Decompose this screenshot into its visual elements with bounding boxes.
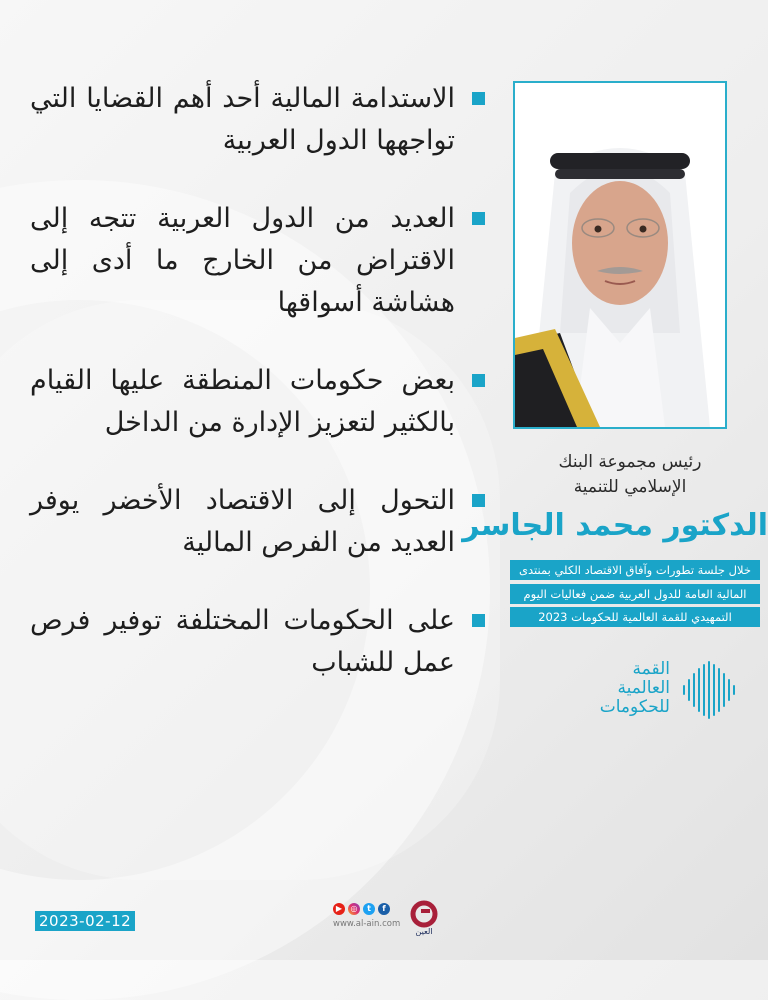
- summit-logo-line3: للحكومات: [599, 697, 670, 717]
- publish-date: 2023-02-12: [35, 911, 135, 931]
- quote-item: [30, 600, 485, 684]
- quote-text: العديد من الدول العربية تتجه إلى الاقتراض من الخارج ما أدى إلى هشاشة أسواقها: [30, 203, 455, 318]
- quote-item: [30, 480, 485, 564]
- world-government-summit-logo: [510, 660, 740, 720]
- social-icons: [333, 903, 390, 915]
- quote-item: [30, 360, 485, 444]
- context-band-3: التمهيدي للقمة العالمية للحكومات 2023: [510, 607, 760, 627]
- quote-text: الاستدامة المالية أحد أهم القضايا التي تواجهها الدول العربية: [30, 83, 455, 156]
- speaker-portrait: [513, 81, 727, 429]
- facebook-icon[interactable]: f: [378, 903, 390, 915]
- brand-footer: [330, 898, 455, 938]
- bullet-square-icon: [472, 212, 485, 225]
- bullet-square-icon: [472, 92, 485, 105]
- svg-text:العين: العين: [415, 927, 433, 936]
- quote-item: [30, 78, 485, 162]
- quote-text: التحول إلى الاقتصاد الأخضر يوفر العديد من الفرص المالية: [30, 485, 455, 558]
- quote-text: على الحكومات المختلفة توفير فرص عمل للشباب: [30, 605, 455, 678]
- al-ain-logo-icon: [408, 900, 440, 936]
- portrait-illustration: [515, 83, 725, 427]
- quote-item: [30, 198, 485, 324]
- speaker-title-line2: الإسلامي للتنمية: [573, 477, 687, 497]
- speaker-title-line1: رئيس مجموعة البنك: [558, 452, 702, 472]
- twitter-icon[interactable]: t: [363, 903, 375, 915]
- quotes-list: [30, 78, 485, 720]
- summit-logo-line2: العالمية: [617, 678, 670, 698]
- context-band-1: خلال جلسة تطورات وآفاق الاقتصاد الكلي بمنتدى: [510, 560, 760, 580]
- quote-text: بعض حكومات المنطقة عليها القيام بالكثير لتعزيز الإدارة من الداخل: [30, 365, 455, 438]
- speaker-name: الدكتور محمد الجاسر: [462, 508, 768, 543]
- summit-emblem-icon: [680, 660, 740, 720]
- bullet-square-icon: [472, 494, 485, 507]
- summit-logo-line1: القمة: [632, 659, 670, 679]
- context-band-2: المالية العامة للدول العربية ضمن فعاليات اليوم: [510, 584, 760, 604]
- website-link[interactable]: www.al-ain.com: [333, 919, 401, 929]
- youtube-icon[interactable]: ▶: [333, 903, 345, 915]
- speaker-title: [510, 450, 750, 500]
- instagram-icon[interactable]: ◎: [348, 903, 360, 915]
- bullet-square-icon: [472, 374, 485, 387]
- bullet-square-icon: [472, 614, 485, 627]
- summit-logo-text: [600, 660, 670, 717]
